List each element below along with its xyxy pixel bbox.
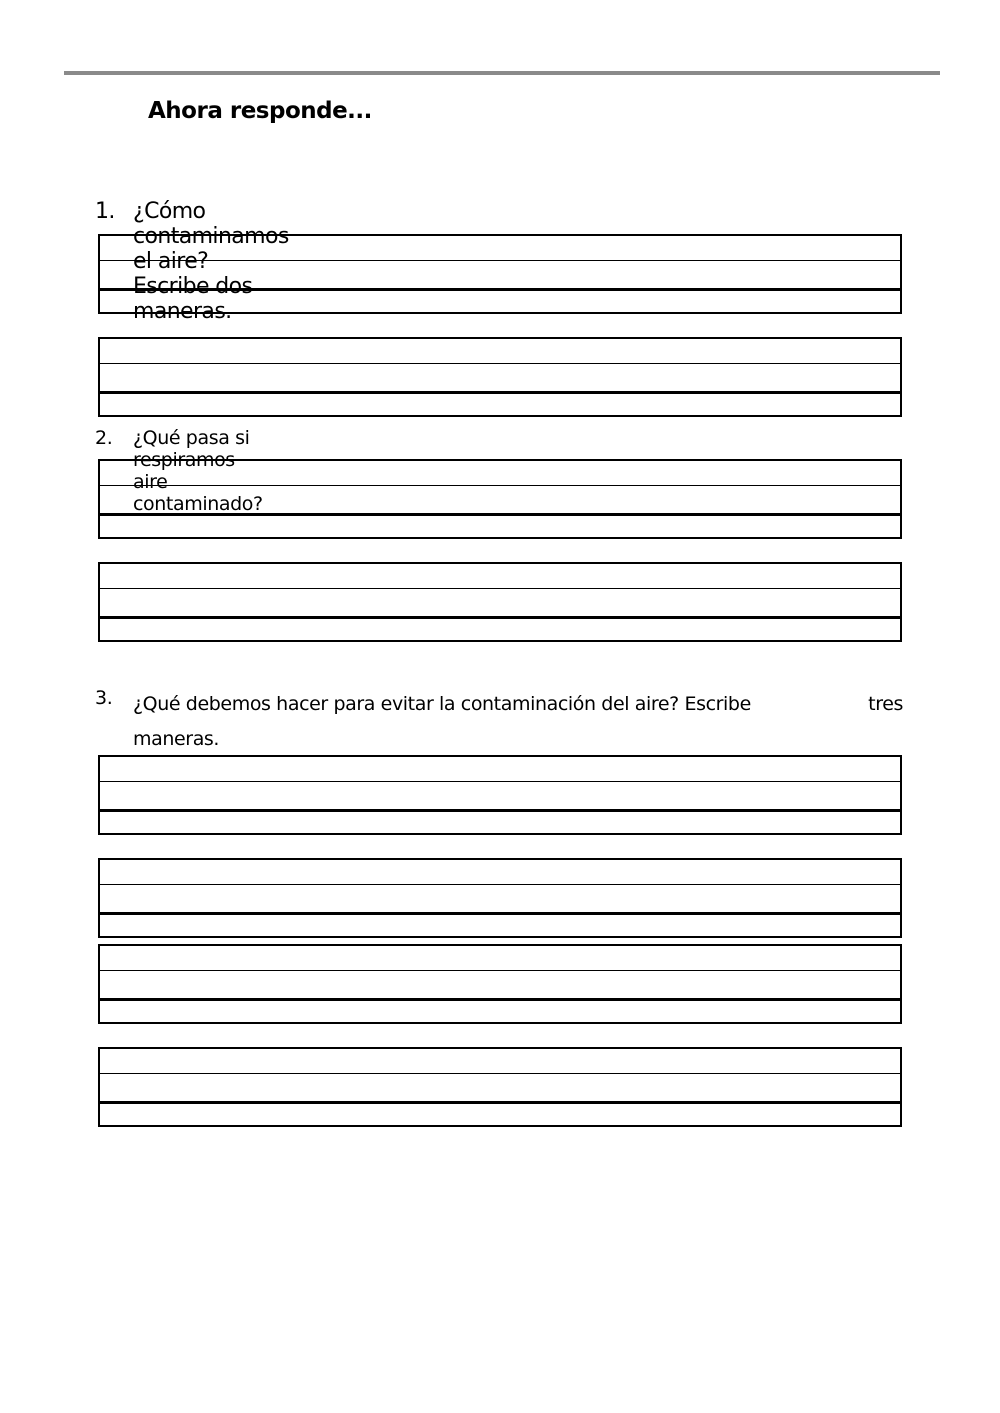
- top-divider: [64, 71, 940, 75]
- question-number: 1.: [95, 199, 115, 224]
- answer-lines-2b[interactable]: [98, 562, 902, 642]
- question-text-line1: ¿Qué debemos hacer para evitar la contaminación del aire? Escribe: [133, 693, 751, 715]
- question-text: ¿Cómo contaminamos el aire? Escribe dos maneras.: [133, 199, 289, 324]
- question-text-line2: maneras.: [133, 728, 220, 750]
- answer-lines-1b[interactable]: [98, 337, 902, 417]
- answer-lines-3c[interactable]: [98, 944, 902, 1024]
- question-number: 2.: [95, 427, 113, 449]
- question-number: 3.: [95, 687, 113, 709]
- answer-lines-1a[interactable]: [98, 234, 902, 314]
- page-heading: Ahora responde...: [148, 98, 372, 124]
- answer-lines-3a[interactable]: [98, 755, 902, 835]
- question-text: ¿Qué pasa si respiramos aire contaminado?: [133, 427, 263, 515]
- question-text-line1-end: tres: [868, 693, 903, 715]
- question-text: [133, 687, 903, 757]
- answer-lines-3b[interactable]: [98, 858, 902, 938]
- answer-lines-2a[interactable]: [98, 459, 902, 539]
- answer-lines-3d[interactable]: [98, 1047, 902, 1127]
